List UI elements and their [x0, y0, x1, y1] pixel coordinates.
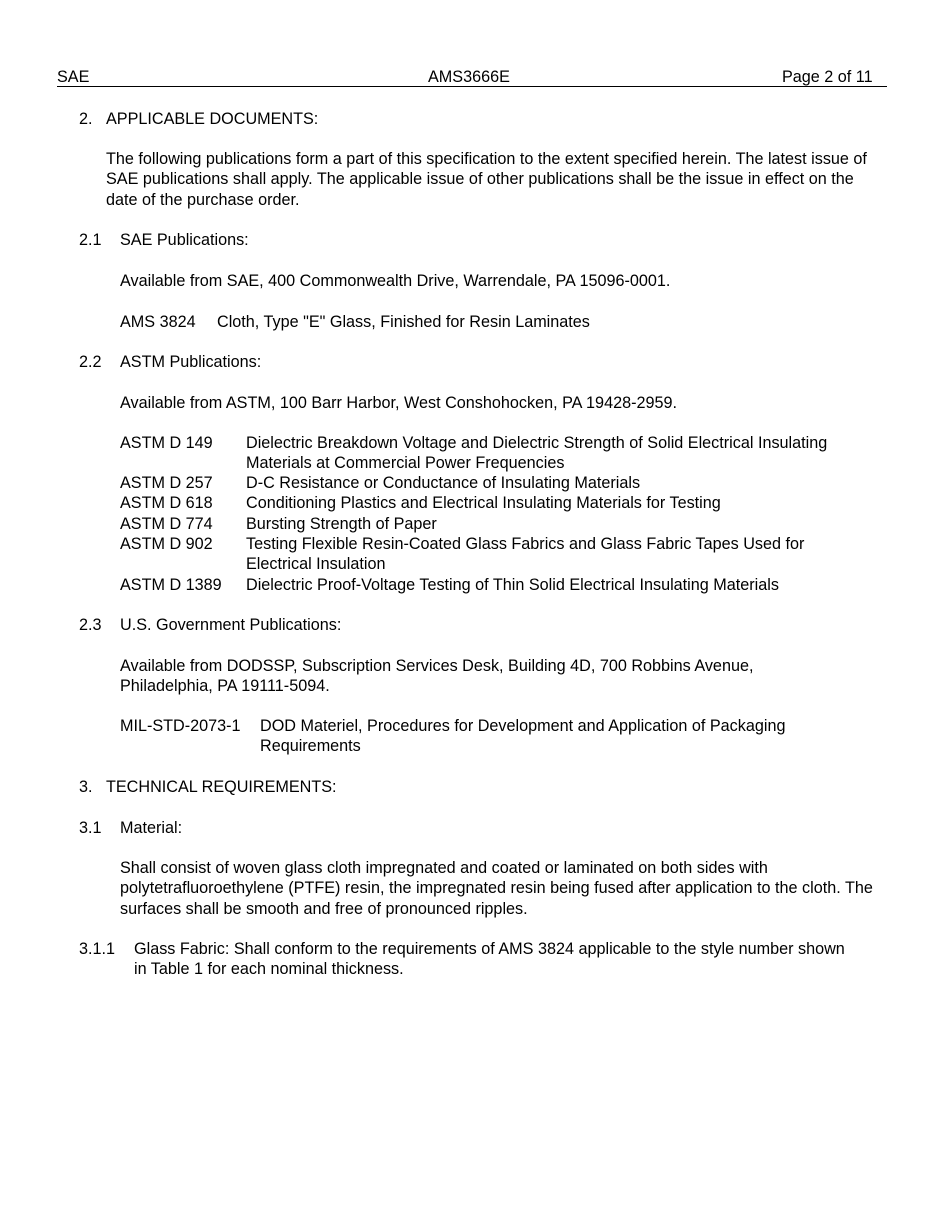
ref-title: DOD Materiel, Procedures for Development and Application of Packaging Requirements	[260, 717, 786, 756]
ref-title: Cloth, Type "E" Glass, Finished for Resin Laminates	[217, 313, 590, 331]
section-3-1-body: Shall consist of woven glass cloth impregnated and coated or laminated on both sides with polytetrafluoroethylene (PTFE) resin, the impregnated resin being fused after application to the cloth. The surfaces shall be smooth and free of pronounced ripples.	[120, 859, 873, 918]
ref-code: ASTM D 618	[120, 494, 213, 512]
ref-title: Bursting Strength of Paper	[246, 515, 437, 533]
ref-title: D-C Resistance or Conductance of Insulating Materials	[246, 474, 641, 492]
ref-code: ASTM D 1389	[120, 576, 222, 594]
section-2-3-title: U.S. Government Publications:	[120, 616, 342, 634]
section-2-2-number: 2.2	[79, 353, 102, 371]
ref-code: ASTM D 774	[120, 515, 213, 533]
section-2-2-availability: Available from ASTM, 100 Barr Harbor, West Conshohocken, PA 19428-2959.	[120, 394, 677, 412]
header-center: AMS3666E	[428, 68, 510, 86]
ref-title: Dielectric Proof-Voltage Testing of Thin Solid Electrical Insulating Materials	[246, 576, 779, 594]
ref-code: AMS 3824	[120, 313, 196, 331]
section-2-number: 2.	[79, 110, 93, 128]
section-2-3-number: 2.3	[79, 616, 102, 634]
header-rule	[57, 86, 887, 87]
section-2-1-number: 2.1	[79, 231, 102, 249]
section-3-title: TECHNICAL REQUIREMENTS:	[106, 778, 337, 796]
section-3-1-1-number: 3.1.1	[79, 940, 116, 958]
section-2-title: APPLICABLE DOCUMENTS:	[106, 110, 319, 128]
header-left: SAE	[57, 68, 90, 86]
section-2-1-availability: Available from SAE, 400 Commonwealth Drive, Warrendale, PA 15096-0001.	[120, 272, 671, 290]
section-2-2-title: ASTM Publications:	[120, 353, 262, 371]
section-2-1-title: SAE Publications:	[120, 231, 249, 249]
ref-title: Dielectric Breakdown Voltage and Dielectric Strength of Solid Electrical Insulating Materials at Commercial Power Frequencies	[246, 434, 828, 473]
ref-code: ASTM D 257	[120, 474, 213, 492]
section-3-number: 3.	[79, 778, 93, 796]
header-right: Page 2 of 11	[782, 68, 873, 86]
section-2-body: The following publications form a part of this specification to the extent specified herein. The latest issue of SAE publications shall apply. The applicable issue of other publications shall be the issue in effect on the date of the purchase order.	[106, 150, 867, 209]
section-3-1-title: Material:	[120, 819, 183, 837]
ref-title: Conditioning Plastics and Electrical Insulating Materials for Testing	[246, 494, 721, 512]
ref-code: MIL-STD-2073-1	[120, 717, 241, 735]
ref-code: ASTM D 902	[120, 535, 213, 553]
ref-code: ASTM D 149	[120, 434, 213, 452]
ref-title: Testing Flexible Resin-Coated Glass Fabrics and Glass Fabric Tapes Used for Electrical Insulation	[246, 535, 805, 574]
section-3-1-number: 3.1	[79, 819, 102, 837]
section-3-1-1-body: Glass Fabric: Shall conform to the requirements of AMS 3824 applicable to the style number shown in Table 1 for each nominal thickness.	[134, 940, 845, 979]
section-2-3-availability: Available from DODSSP, Subscription Services Desk, Building 4D, 700 Robbins Avenue, Philadelphia, PA 19111-5094.	[120, 657, 754, 696]
